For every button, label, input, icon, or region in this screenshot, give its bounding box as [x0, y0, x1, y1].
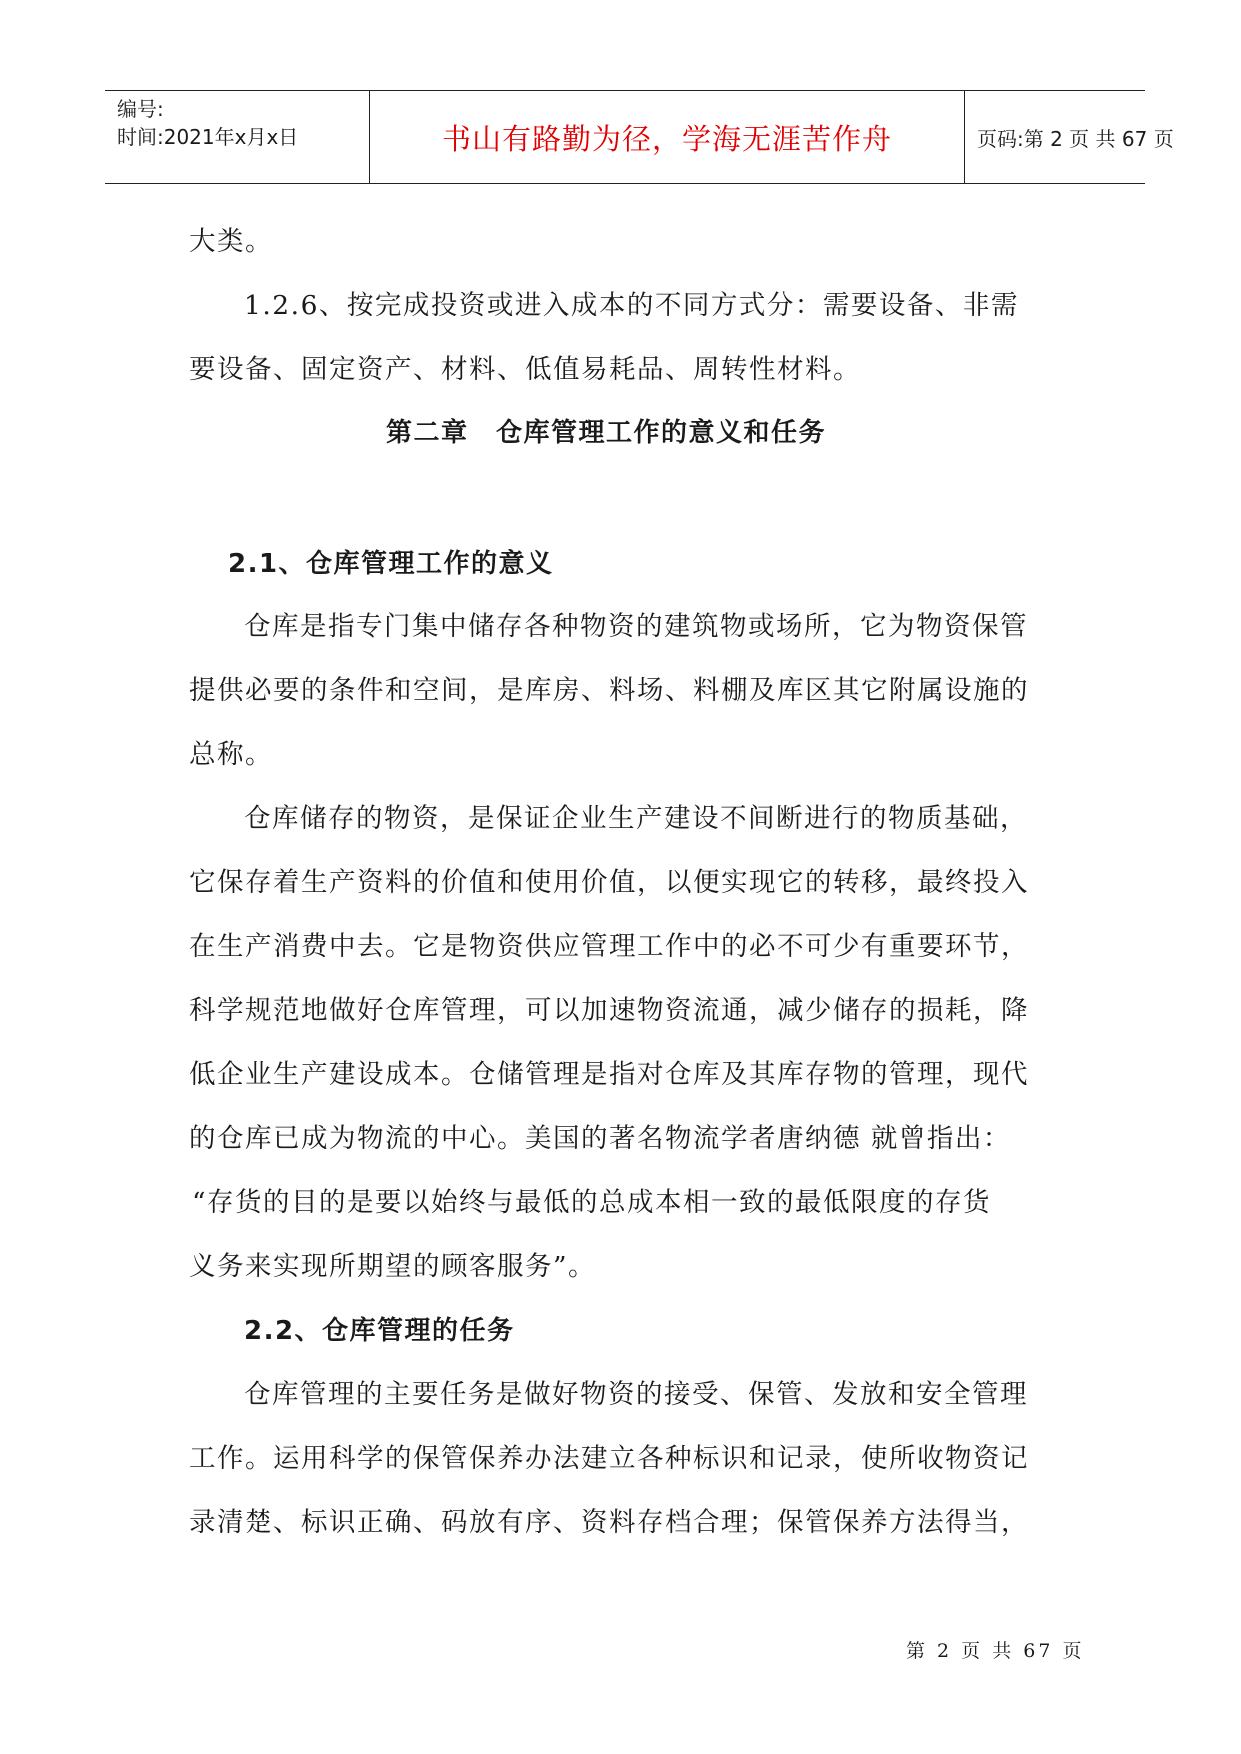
body-line: 仓库管理的主要任务是做好物资的接受、保管、发放和安全管理: [244, 1379, 1028, 1410]
body-line: 总称。: [189, 739, 273, 770]
document-time-label: 时间:2021年x月x日: [117, 125, 299, 149]
body-line: 仓库是指专门集中储存各种物资的建筑物或场所，它为物资保管: [244, 611, 1028, 642]
body-line: 的仓库已成为物流的中心。美国的著名物流学者唐纳德 就曾指出：: [189, 1123, 1011, 1154]
body-line: 录清楚、标识正确、码放有序、资料存档合理；保管保养方法得当，: [189, 1507, 1029, 1538]
body-line: 低企业生产建设成本。仓储管理是指对仓库及其库存物的管理，现代: [189, 1059, 1029, 1090]
body-line: 提供必要的条件和空间，是库房、料场、料棚及库区其它附属设施的: [189, 675, 1029, 706]
header-motto-cell: [370, 91, 965, 183]
page-footer: 第 2 页 共 67 页: [906, 1640, 1085, 1662]
header-page-cell: [965, 91, 1174, 183]
header-info-cell: [105, 91, 370, 183]
body-line: 它保存着生产资料的价值和使用价值，以便实现它的转移，最终投入: [189, 867, 1029, 898]
page-header: [105, 90, 1174, 184]
body-line: 义务来实现所期望的顾客服务”。: [189, 1251, 597, 1282]
body-line: 工作。运用科学的保管保养办法建立各种标识和记录，使所收物资记: [189, 1443, 1029, 1474]
body-line: 1.2.6、按完成投资或进入成本的不同方式分：需要设备、非需: [244, 290, 1019, 321]
chapter-heading: 第二章 仓库管理工作的意义和任务: [386, 418, 827, 448]
body-line: 仓库储存的物资，是保证企业生产建设不间断进行的物质基础，: [244, 803, 1028, 834]
header-motto: 书山有路勤为径，学海无涯苦作舟: [441, 121, 892, 156]
header-page-number: 页码:第 2 页 共 67 页: [977, 126, 1174, 151]
section-heading: 2.2、仓库管理的任务: [244, 1316, 515, 1346]
body-line: 要设备、固定资产、材料、低值易耗品、周转性材料。: [189, 354, 861, 385]
body-line: “存货的目的是要以始终与最低的总成本相一致的最低限度的存货: [192, 1187, 992, 1218]
section-heading: 2.1、仓库管理工作的意义: [228, 549, 554, 579]
body-line: 大类。: [189, 226, 273, 257]
body-line: 科学规范地做好仓库管理，可以加速物资流通，减少储存的损耗，降: [189, 995, 1029, 1026]
document-number-label: 编号:: [117, 97, 164, 121]
body-line: 在生产消费中去。它是物资供应管理工作中的必不可少有重要环节，: [189, 931, 1029, 962]
